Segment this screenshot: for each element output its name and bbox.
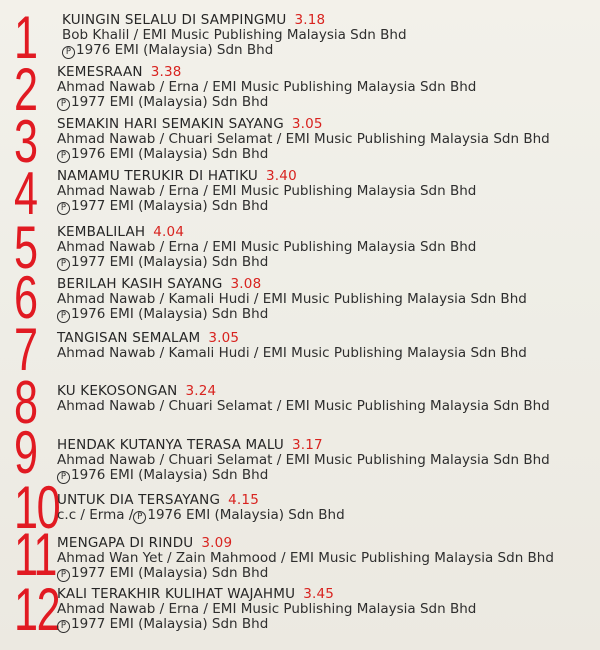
track-credits: c.c / Erma / [57, 507, 134, 523]
phonogram-icon: P [57, 258, 70, 271]
track-number: 7 [14, 316, 37, 383]
track-copyright: 1976 EMI (Malaysia) Sdn Bhd [76, 42, 274, 58]
track-number: 4 [14, 160, 37, 227]
track-number: 10 [14, 474, 60, 541]
track-copyright: 1977 EMI (Malaysia) Sdn Bhd [71, 254, 269, 270]
track-duration: 3.05 [208, 330, 240, 346]
track-copyright: 1977 EMI (Malaysia) Sdn Bhd [71, 198, 269, 214]
phonogram-icon: P [57, 310, 70, 323]
track-text [57, 168, 476, 215]
track-title: UNTUK DIA TERSAYANG [57, 492, 221, 508]
track-copyright: 1977 EMI (Malaysia) Sdn Bhd [71, 94, 269, 110]
track-copyright: 1976 EMI (Malaysia) Sdn Bhd [147, 507, 345, 523]
track-copyright-line [57, 307, 527, 323]
track-title: TANGISAN SEMALAM [57, 330, 201, 346]
track-duration: 3.05 [291, 116, 323, 132]
track-duration: 4.15 [228, 492, 259, 508]
track-credits: Ahmad Nawab / Kamali Hudi / EMI Music Publishing Malaysia Sdn Bhd [57, 345, 527, 361]
phonogram-icon: P [57, 569, 70, 582]
phonogram-icon: P [57, 202, 70, 215]
track-duration: 3.40 [266, 168, 297, 184]
track-copyright-line [57, 199, 476, 215]
track-title: KALI TERAKHIR KULIHAT WAJAHMU [57, 586, 296, 602]
phonogram-icon: P [57, 471, 70, 484]
track-credits: Bob Khalil / EMI Music Publishing Malaysia Sdn Bhd [62, 27, 407, 43]
track-copyright-line [57, 617, 476, 633]
track-copyright-line [57, 95, 476, 111]
track-credits: Ahmad Wan Yet / Zain Mahmood / EMI Music Publishing Malaysia Sdn Bhd [57, 550, 554, 566]
track-number: 8 [14, 369, 37, 436]
track-title: BERILAH KASIH SAYANG [57, 276, 223, 292]
phonogram-icon: P [57, 620, 70, 633]
track-title: KUINGIN SELALU DI SAMPINGMU [62, 12, 287, 28]
phonogram-icon: P [57, 98, 70, 111]
track-title: HENDAK KUTANYA TERASA MALU [57, 437, 284, 453]
track-text [57, 492, 345, 524]
track-title: KEMESRAAN [57, 64, 143, 80]
track-text [57, 224, 476, 271]
track-credits: Ahmad Nawab / Erna / EMI Music Publishing Malaysia Sdn Bhd [57, 79, 477, 95]
track-number: 5 [14, 214, 37, 281]
track-text [57, 64, 476, 111]
track-credits: Ahmad Nawab / Erna / EMI Music Publishing Malaysia Sdn Bhd [57, 183, 477, 199]
phonogram-icon: P [133, 511, 146, 524]
track-credits: Ahmad Nawab / Chuari Selamat / EMI Music Publishing Malaysia Sdn Bhd [57, 452, 550, 468]
track-duration: 3.17 [291, 437, 323, 453]
track-title: NAMAMU TERUKIR DI HATIKU [57, 168, 258, 184]
track-number: 3 [14, 108, 37, 175]
track-duration: 3.24 [185, 383, 217, 399]
track-duration: 3.45 [303, 586, 335, 602]
track-number: 9 [14, 419, 37, 486]
track-text [57, 383, 550, 414]
track-credits: Ahmad Nawab / Kamali Hudi / EMI Music Publishing Malaysia Sdn Bhd [57, 291, 527, 307]
phonogram-icon: P [57, 150, 70, 163]
track-copyright-line [57, 566, 554, 582]
track-number: 6 [14, 264, 37, 331]
track-duration: 4.04 [153, 224, 185, 240]
track-copyright-line [57, 255, 476, 271]
track-duration: 3.09 [201, 535, 233, 551]
track-number: 12 [14, 576, 60, 643]
track-copyright: 1977 EMI (Malaysia) Sdn Bhd [71, 616, 269, 632]
track-copyright-line [57, 147, 550, 163]
track-number: 11 [14, 521, 56, 588]
track-text [57, 330, 527, 361]
track-copyright-line [57, 468, 550, 484]
track-title: SEMAKIN HARI SEMAKIN SAYANG [57, 116, 284, 132]
track-duration: 3.18 [294, 12, 326, 28]
track-text [62, 12, 407, 59]
track-text [57, 276, 527, 323]
track-copyright: 1977 EMI (Malaysia) Sdn Bhd [71, 565, 269, 581]
track-number: 2 [14, 56, 37, 123]
track-credits: Ahmad Nawab / Erna / EMI Music Publishing Malaysia Sdn Bhd [57, 239, 477, 255]
track-copyright-line [62, 43, 407, 59]
track-text [57, 586, 476, 633]
track-credits: Ahmad Nawab / Chuari Selamat / EMI Music Publishing Malaysia Sdn Bhd [57, 131, 550, 147]
track-text [57, 116, 550, 163]
track-duration: 3.08 [230, 276, 262, 292]
track-text [57, 535, 554, 582]
track-credits-line [57, 508, 345, 524]
track-copyright: 1976 EMI (Malaysia) Sdn Bhd [71, 467, 269, 483]
phonogram-icon: P [62, 46, 75, 59]
track-title: KU KEKOSONGAN [57, 383, 178, 399]
track-credits: Ahmad Nawab / Erna / EMI Music Publishing Malaysia Sdn Bhd [57, 601, 477, 617]
track-title: KEMBALILAH [57, 224, 146, 240]
track-title: MENGAPA DI RINDU [57, 535, 194, 551]
track-duration: 3.38 [150, 64, 182, 80]
track-credits: Ahmad Nawab / Chuari Selamat / EMI Music Publishing Malaysia Sdn Bhd [57, 398, 550, 414]
track-copyright: 1976 EMI (Malaysia) Sdn Bhd [71, 146, 269, 162]
track-text [57, 437, 550, 484]
track-copyright: 1976 EMI (Malaysia) Sdn Bhd [71, 306, 269, 322]
track-number: 1 [14, 4, 37, 71]
